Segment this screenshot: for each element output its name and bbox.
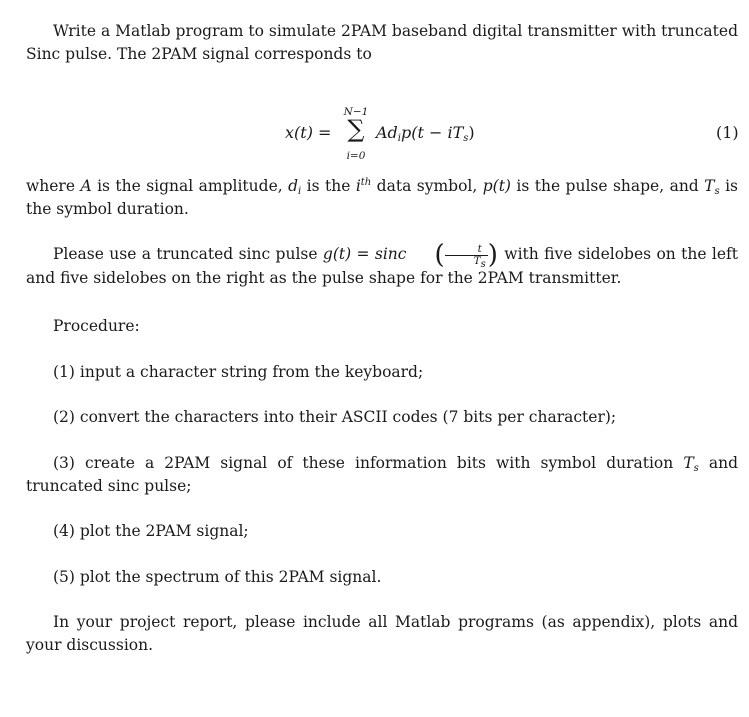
procedure-step-2: (2) convert the characters into their ASCII codes (7 bits per character); [53, 408, 617, 426]
equation-lhs: x(t) = [285, 123, 332, 142]
sinc-argument: ( $\frac{t}{T_s}$ ) [434, 240, 498, 271]
procedure-step-1: (1) input a character string from the keyboard; [53, 363, 424, 381]
sum-lower-limit: i=0 [346, 150, 366, 162]
procedure-step-3: (3) create a 2PAM signal of these information bits with symbol duration $T_s$ and truncated sinc pulse; [26, 454, 738, 495]
where-paragraph: where A is the signal amplitude, $d_i$ is the $i^{th}$ data symbol, p(t) is the pulse shape, and $T_s$ is the symbol duration. [26, 177, 738, 218]
intro-text: Write a Matlab program to simulate 2PAM baseband digital transmitter with truncated Sinc pulse. The 2PAM signal corresponds to [26, 22, 738, 63]
sigma-icon: ∑ [347, 115, 365, 143]
procedure-step-4: (4) plot the 2PAM signal; [53, 522, 249, 540]
procedure-step-5: (5) plot the spectrum of this 2PAM signal. [53, 568, 382, 586]
pulse-paragraph: Please use a truncated sinc pulse g(t) = sinc ( $\frac{t}{T_s}$ ) with five sidelobes on the left and five sidelobes on the right as the pulse shape for the 2PAM transmitter. [26, 240, 738, 287]
closing-paragraph: In your project report, please include all Matlab programs (as appendix), plots and your discussion. [26, 613, 738, 654]
sum-upper-limit: N−1 [343, 106, 369, 118]
procedure-heading: Procedure: [53, 317, 140, 335]
equation-number: (1) [716, 123, 739, 142]
equation-rhs: $Ad_ip(t - iT_s)$ [376, 123, 475, 144]
intro-paragraph [26, 20, 738, 66]
equation-1 [0, 100, 749, 170]
